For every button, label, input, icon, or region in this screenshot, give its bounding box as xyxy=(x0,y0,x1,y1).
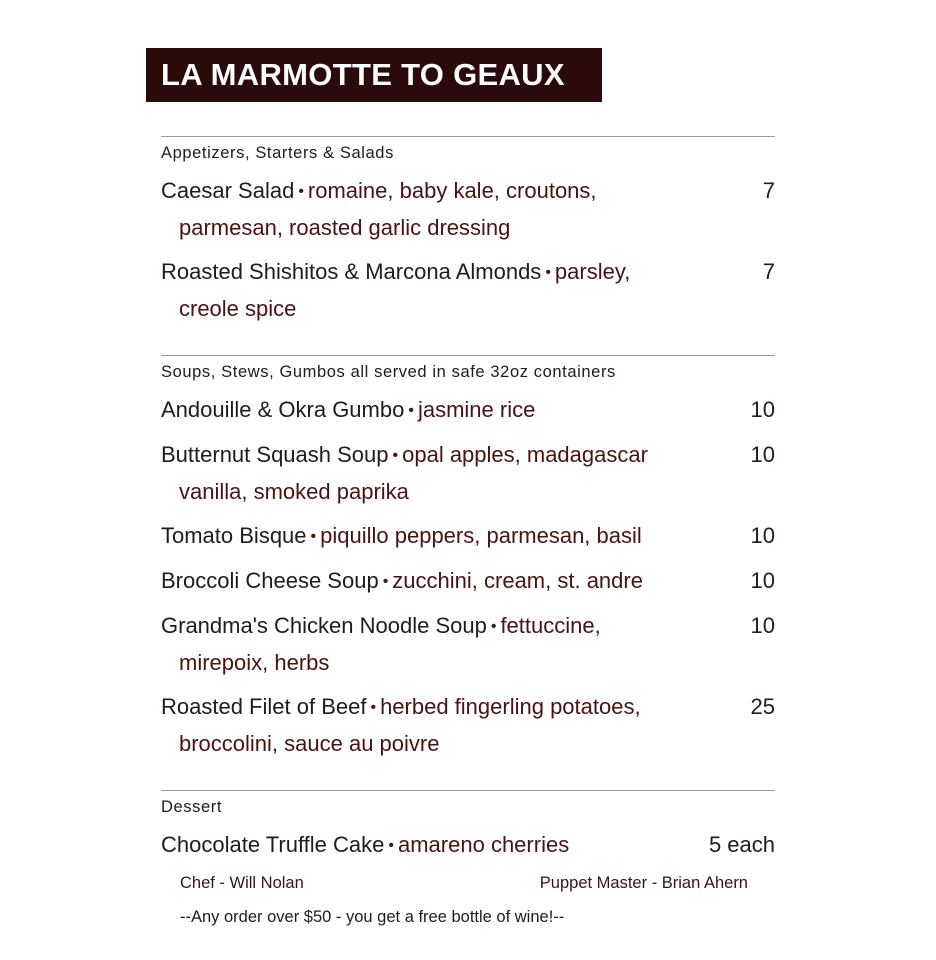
menu-item xyxy=(161,563,775,600)
item-price: 7 xyxy=(762,178,775,203)
item-price: 10 xyxy=(750,397,775,422)
section-heading: Appetizers, Starters & Salads xyxy=(161,144,394,162)
puppet-master-credit: Puppet Master - Brian Ahern xyxy=(539,874,748,892)
item-description: parsley, xyxy=(554,259,631,284)
item-name: Roasted Shishitos & Marcona Almonds xyxy=(161,259,542,284)
bullet-separator: • xyxy=(545,264,551,281)
item-name: Grandma's Chicken Noodle Soup xyxy=(161,613,487,638)
menu-item xyxy=(161,608,775,681)
item-price: 7 xyxy=(762,259,775,284)
item-price: 10 xyxy=(750,442,775,467)
chef-credit: Chef - Will Nolan xyxy=(180,874,304,892)
item-price: 10 xyxy=(750,523,775,548)
item-description-cont: vanilla, smoked paprika xyxy=(179,479,409,504)
bullet-separator: • xyxy=(310,528,317,545)
item-name: Caesar Salad xyxy=(161,178,295,203)
section-dessert xyxy=(161,790,775,864)
item-description: herbed fingerling potatoes, xyxy=(380,694,641,719)
bullet-separator: • xyxy=(392,447,399,464)
credits xyxy=(161,870,775,896)
menu-item xyxy=(161,392,775,429)
item-description: fettuccine, xyxy=(500,613,601,638)
item-description-cont: mirepoix, herbs xyxy=(179,650,330,675)
item-description: amareno cherries xyxy=(398,832,570,857)
bullet-separator: • xyxy=(298,183,304,200)
page-title: LA MARMOTTE TO GEAUX xyxy=(161,57,565,92)
menu-item xyxy=(161,437,775,510)
item-name: Andouille & Okra Gumbo xyxy=(161,397,405,422)
item-name: Chocolate Truffle Cake xyxy=(161,832,385,857)
item-price: 25 xyxy=(750,694,775,719)
promo-note: --Any order over $50 - you get a free bottle of wine!-- xyxy=(180,908,565,926)
item-description-cont: broccolini, sauce au poivre xyxy=(179,731,440,756)
item-price: 5 each xyxy=(708,832,775,857)
item-description-cont: creole spice xyxy=(179,296,297,321)
item-name: Broccoli Cheese Soup xyxy=(161,568,379,593)
menu-item xyxy=(161,254,775,327)
menu-item xyxy=(161,173,775,246)
item-name: Roasted Filet of Beef xyxy=(161,694,367,719)
item-description: zucchini, cream, st. andre xyxy=(392,568,643,593)
bullet-separator: • xyxy=(370,699,377,716)
item-description: opal apples, madagascar xyxy=(402,442,648,467)
section-heading: Dessert xyxy=(161,798,223,816)
section-soups xyxy=(161,355,775,762)
section-appetizers xyxy=(161,136,775,327)
title-banner xyxy=(146,48,602,102)
bullet-separator: • xyxy=(408,402,414,419)
menu-item xyxy=(161,689,775,762)
item-price: 10 xyxy=(750,568,775,593)
item-name: Tomato Bisque xyxy=(161,523,307,548)
item-description: jasmine rice xyxy=(417,397,536,422)
menu xyxy=(161,136,775,927)
bullet-separator: • xyxy=(388,837,394,854)
bullet-separator: • xyxy=(490,618,497,635)
item-description-cont: parmesan, roasted garlic dressing xyxy=(179,215,511,240)
item-price: 10 xyxy=(750,613,775,638)
bullet-separator: • xyxy=(382,573,389,590)
item-description: piquillo peppers, parmesan, basil xyxy=(320,523,642,548)
menu-item xyxy=(161,518,775,555)
item-name: Butternut Squash Soup xyxy=(161,442,389,467)
section-heading: Soups, Stews, Gumbos all served in safe 32oz containers xyxy=(161,363,616,381)
menu-item xyxy=(161,827,775,864)
item-description: romaine, baby kale, croutons, xyxy=(307,178,597,203)
